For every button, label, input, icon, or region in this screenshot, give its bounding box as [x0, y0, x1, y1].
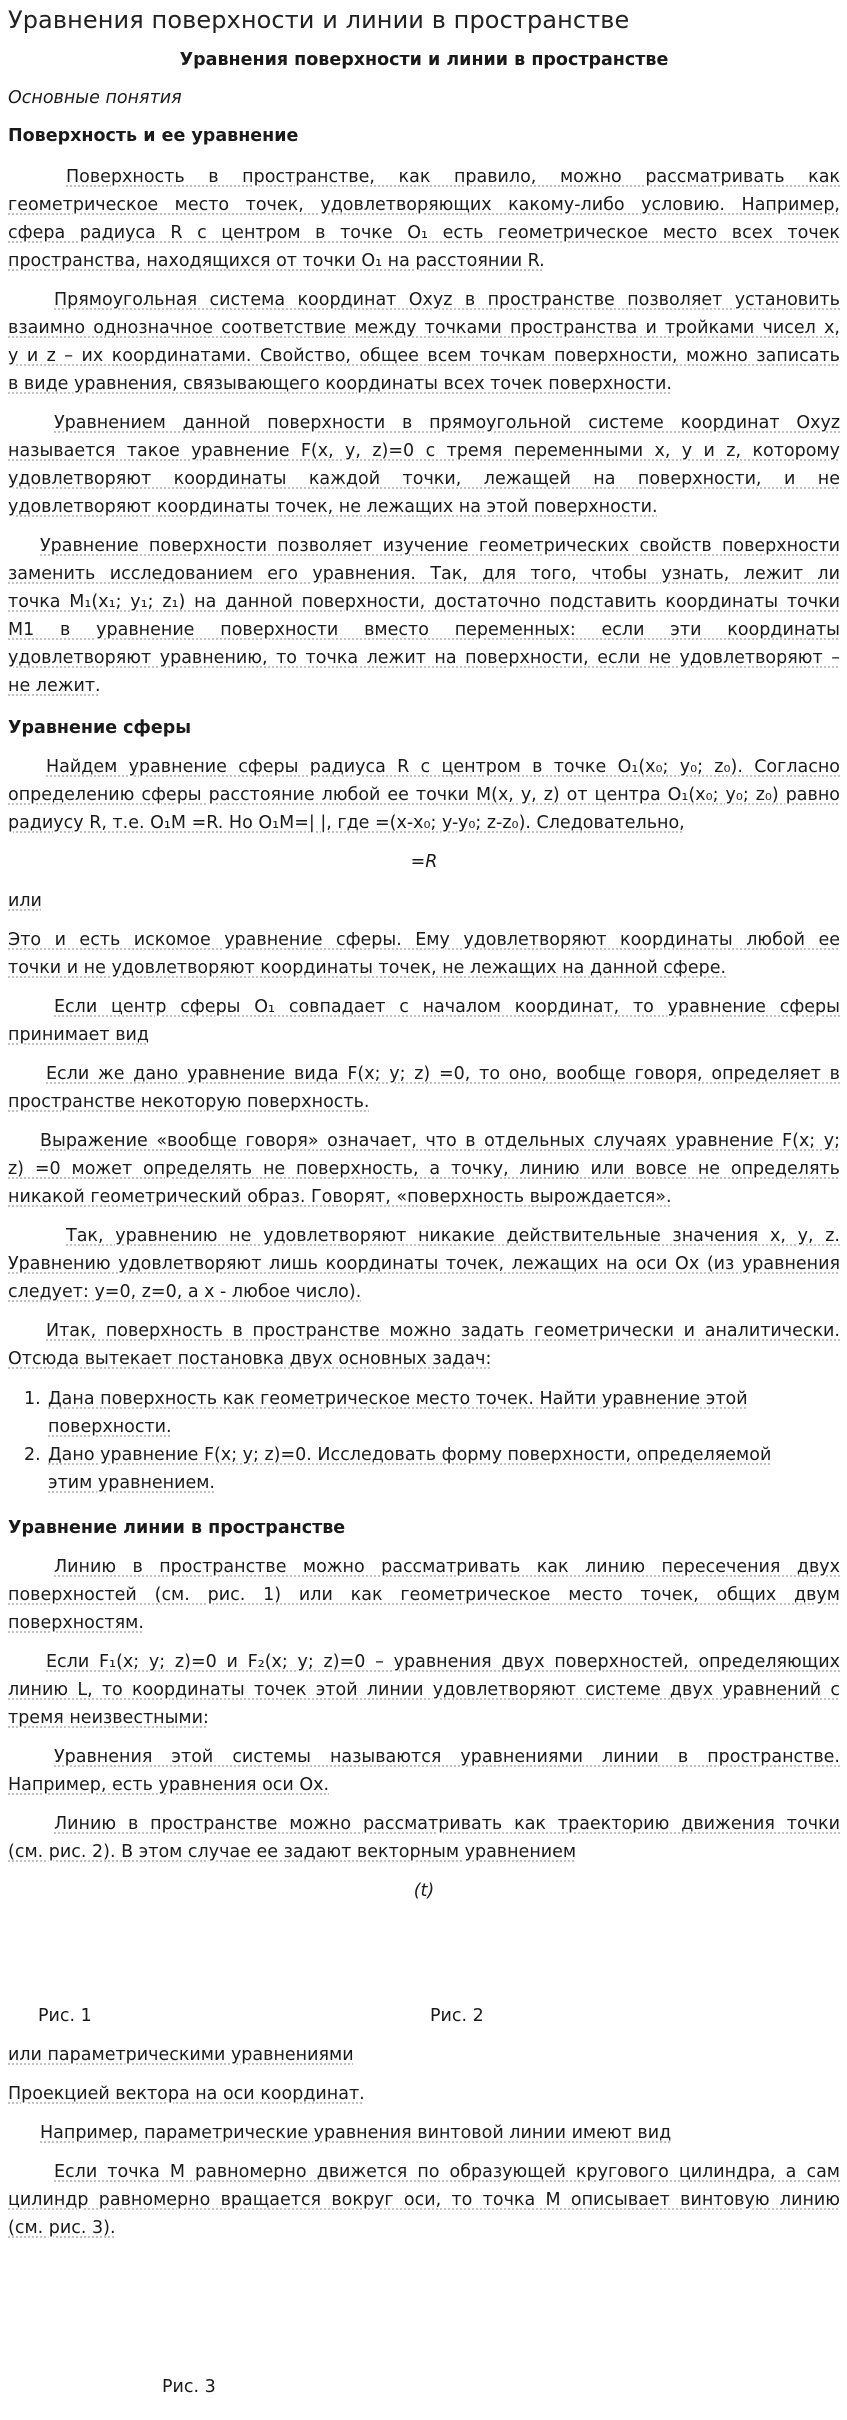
paragraph-line: поверхностям. [8, 1613, 144, 1633]
paragraph-line: Уравнением данной поверхности в прямоугольной системе координат Oxyz [54, 413, 840, 433]
paragraph-line: точки и не удовлетворяют координаты точек, не лежащих на данной сфере. [8, 958, 727, 978]
figure-caption-2: Рис. 2 [430, 2006, 484, 2026]
paragraph-line: Если же дано уравнение вида F(x; y; z) =0, то оно, вообще говоря, определяет в [46, 1064, 840, 1084]
section-title-sphere: Уравнение сферы [8, 718, 192, 738]
paragraph-line: Если F₁(x; y; z)=0 и F₂(x; y; z)=0 – уравнения двух поверхностей, определяющих [46, 1652, 840, 1672]
paragraph-line: Это и есть искомое уравнение сферы. Ему удовлетворяют координаты любой ее [8, 930, 840, 950]
paragraph-line: (см. рис. 3). [8, 2218, 116, 2238]
paragraph-line: пространства, находящихся от точки O₁ на расстоянии R. [8, 251, 545, 271]
figure-caption-1: Рис. 1 [38, 2006, 92, 2026]
paragraph-line: следует: y=0, z=0, а x - любое число). [8, 1282, 362, 1302]
paragraph-line: сфера радиуса R с центром в точке O₁ есть геометрическое место всех точек [8, 223, 840, 243]
paragraph-line: удовлетворяют уравнению, то точка лежит на поверхности, если не удовлетворяют – [8, 648, 840, 668]
paragraph-line: M1 в уравнение поверхности вместо переменных: если эти координаты [8, 620, 840, 640]
paragraph-line: или параметрическими уравнениями [8, 2045, 354, 2065]
paragraph-line: y и z – их координатами. Свойство, общее всем точкам поверхности, можно записать [8, 346, 840, 366]
paragraph-line: радиусу R, т.е. O₁M =R. Но O₁M=| |, где =(x-x₀; y-y₀; z-z₀). Следовательно, [8, 813, 685, 833]
paragraph-line: удовлетворяют координаты точек, не лежащих на этой поверхности. [8, 497, 658, 517]
paragraph-line: Отсюда вытекает постановка двух основных задач: [8, 1349, 492, 1369]
list-item: Дано уравнение F(x; y; z)=0. Исследовать форму поверхности, определяемой [48, 1445, 772, 1465]
paragraph-line: Если точка M равномерно движется по образующей кругового цилиндра, а сам [54, 2162, 840, 2182]
paragraph-line: Прямоугольная система координат Oxyz в пространстве позволяет установить [54, 290, 840, 310]
paragraph-line: Так, уравнению не удовлетворяют никакие действительные значения x, y, z. [66, 1226, 840, 1246]
paragraph-line: (см. рис. 2). В этом случае ее задают векторным уравнением [8, 1842, 577, 1862]
paragraph-line: не лежит. [8, 676, 101, 696]
paragraph-line: Например, есть уравнения оси Ox. [8, 1775, 330, 1795]
paragraph-line: Уравнению удовлетворяют лишь координаты точек, лежащих на оси Ox (из уравнения [8, 1254, 840, 1274]
paragraph-line: заменить исследованием его уравнения. Так, для того, чтобы узнать, лежит ли [8, 564, 840, 584]
formula-vector-equation: (t) [413, 1881, 435, 1901]
paragraph-line: Если центр сферы O₁ совпадает с началом координат, то уравнение сферы [54, 997, 840, 1017]
paragraph-line: или [8, 891, 42, 911]
paragraph-line: z) =0 может определять не поверхность, а точку, линию или вовсе не определять [8, 1159, 840, 1179]
list-item: этим уравнением. [48, 1473, 215, 1493]
page-title: Уравнения поверхности и линии в пространстве [8, 6, 630, 34]
paragraph-line: никакой геометрический образ. Говорят, «поверхность вырождается». [8, 1187, 672, 1207]
paragraph-line: тремя неизвестными: [8, 1708, 209, 1728]
paragraph-line: Проекцией вектора на оси координат. [8, 2084, 365, 2104]
paragraph-line: взаимно однозначное соответствие между точками пространства и тройками чисел x, [8, 318, 840, 338]
paragraph-line: Линию в пространстве можно рассматривать как линию пересечения двух [54, 1557, 840, 1577]
section-title-surface: Поверхность и ее уравнение [8, 126, 299, 146]
paragraph-line: Поверхность в пространстве, как правило, можно рассматривать как [66, 167, 840, 187]
paragraph-line: Уравнения этой системы называются уравнениями линии в пространстве. [54, 1747, 840, 1767]
intro-subtitle: Основные понятия [8, 88, 182, 108]
figure-caption-3: Рис. 3 [162, 2377, 216, 2397]
paragraph-line: Итак, поверхность в пространстве можно задать геометрически и аналитически. [46, 1321, 840, 1341]
paragraph-line: Линию в пространстве можно рассматривать как траекторию движения точки [54, 1814, 840, 1834]
paragraph-line: Уравнение поверхности позволяет изучение геометрических свойств поверхности [40, 536, 840, 556]
paragraph-line: определению сферы расстояние любой ее точки M(x, y, z) от центра O₁(x₀; y₀; z₀) равно [8, 785, 840, 805]
paragraph-line: Выражение «вообще говоря» означает, что в отдельных случаях уравнение F(x; y; [40, 1131, 840, 1151]
paragraph-line: удовлетворяют координаты каждой точки, лежащей на поверхности, и не [8, 469, 840, 489]
paragraph-line: Найдем уравнение сферы радиуса R с центром в точке O₁(x₀; y₀; z₀). Согласно [46, 757, 840, 777]
paragraph-line: точка M₁(x₁; y₁; z₁) на данной поверхности, достаточно подставить координаты точки [8, 592, 840, 612]
paragraph-line: Например, параметрические уравнения винтовой линии имеют вид [40, 2123, 672, 2143]
paragraph-line: в виде уравнения, связывающего координаты всех точек поверхности. [8, 374, 672, 394]
paragraph-line: принимает вид [8, 1025, 149, 1045]
paragraph-line: геометрическое место точек, удовлетворяющих какому-либо условию. Например, [8, 195, 840, 215]
formula-sphere-radius: =R [410, 852, 438, 872]
list-item: Дана поверхность как геометрическое место точек. Найти уравнение этой [48, 1389, 748, 1409]
document-heading: Уравнения поверхности и линии в пространстве [179, 50, 669, 70]
paragraph-line: цилиндр равномерно вращается вокруг оси, то точка M описывает винтовую линию [8, 2190, 840, 2210]
paragraph-line: линию L, то координаты точек этой линии удовлетворяют системе двух уравнений с [8, 1680, 840, 1700]
section-title-line: Уравнение линии в пространстве [8, 1518, 346, 1538]
list-item-number: 1. [24, 1389, 41, 1409]
paragraph-line: пространстве некоторую поверхность. [8, 1092, 370, 1112]
paragraph-line: называется такое уравнение F(x, y, z)=0 с тремя переменными x, y и z, которому [8, 441, 840, 461]
list-item-number: 2. [24, 1445, 41, 1465]
paragraph-line: поверхностей (см. рис. 1) или как геометрическое место точек, общих двум [8, 1585, 840, 1605]
list-item: поверхности. [48, 1417, 172, 1437]
